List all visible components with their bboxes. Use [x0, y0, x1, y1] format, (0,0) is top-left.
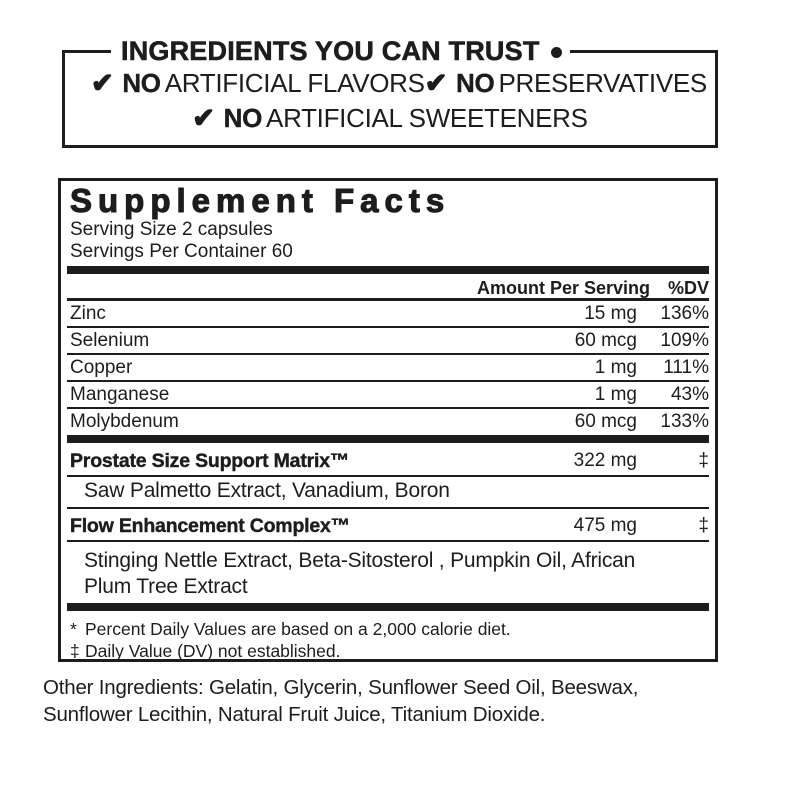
nutrient-name: Manganese	[70, 384, 170, 405]
dv-header: %DV	[667, 278, 709, 298]
blend-row	[67, 509, 709, 542]
claim-no-word: NO	[223, 103, 263, 133]
divider-thick-bar	[67, 435, 709, 443]
table-row	[67, 301, 709, 328]
claim-no-artificial-sweeteners	[192, 104, 587, 132]
amount-per-serving-header: Amount Per Serving	[477, 278, 651, 298]
table-row	[67, 382, 709, 409]
claim-label: ARTIFICIAL FLAVORS	[164, 68, 425, 98]
footnote-dv-not-established	[70, 640, 709, 662]
nutrient-dv: 136%	[660, 303, 709, 324]
nutrient-amount: 60 mcg	[574, 330, 637, 351]
blend-dv-dagger: ‡	[698, 450, 709, 471]
footnote-daily-values	[70, 618, 709, 640]
table-row	[67, 409, 709, 435]
trust-box-legend	[111, 35, 570, 67]
claim-no-word: NO	[122, 68, 161, 98]
check-icon: ✔	[424, 68, 448, 98]
blend-name: Prostate Size Support Matrix™	[70, 450, 350, 472]
divider-thick-bar	[67, 266, 709, 274]
blend-row	[67, 443, 709, 477]
claim-label: ARTIFICIAL SWEETENERS	[266, 103, 588, 133]
nutrient-name: Selenium	[70, 330, 150, 351]
nutrient-amount: 15 mg	[584, 303, 637, 324]
blend-ingredients	[67, 477, 709, 509]
claim-no-word: NO	[456, 68, 495, 98]
divider-thick-bar	[67, 603, 709, 611]
serving-size: Serving Size 2 capsules	[70, 219, 273, 240]
nutrient-dv: 111%	[663, 357, 709, 378]
claim-no-preservatives	[425, 69, 707, 97]
claim-no-artificial-flavors	[91, 69, 425, 97]
table-row	[67, 355, 709, 382]
nutrient-dv: 43%	[670, 384, 709, 405]
supplement-facts-inner	[67, 184, 709, 662]
trust-box	[62, 36, 718, 148]
nutrient-dv: 109%	[660, 330, 709, 351]
blend-ingredients	[67, 542, 709, 603]
blend-ingredients-line: Stinging Nettle Extract, Beta-Sitosterol , Pumpkin Oil, African	[84, 549, 636, 572]
nutrient-amount: 1 mg	[594, 384, 637, 405]
other-ingredients-line: Sunflower Lecithin, Natural Fruit Juice, Titanium Dioxide.	[43, 703, 546, 726]
trust-box-title: INGREDIENTS YOU CAN TRUST	[121, 36, 540, 66]
nutrient-dv: 133%	[660, 411, 709, 432]
trust-claims-row-2	[65, 104, 715, 132]
blend-ingredients-line: Saw Palmetto Extract, Vanadium, Boron	[84, 479, 450, 502]
nutrient-amount: 60 mcg	[574, 411, 637, 432]
claim-label: PRESERVATIVES	[498, 68, 707, 98]
bullet-dot-icon	[551, 47, 562, 58]
blend-dv-dagger: ‡	[698, 515, 709, 536]
footnotes	[67, 611, 709, 662]
blend-amount: 322 mg	[573, 450, 637, 471]
nutrient-name: Molybdenum	[70, 411, 179, 432]
check-icon: ✔	[192, 103, 215, 133]
servings-per-container: Servings Per Container 60	[70, 241, 293, 262]
footnote-text: Percent Daily Values are based on a 2,000 calorie diet.	[85, 619, 511, 639]
supplement-facts-panel	[58, 178, 718, 662]
asterisk-symbol: *	[70, 619, 77, 639]
other-ingredients-line: Other Ingredients: Gelatin, Glycerin, Sunflower Seed Oil, Beeswax,	[43, 676, 639, 699]
facts-header-row	[67, 274, 709, 301]
table-row	[67, 328, 709, 355]
other-ingredients	[43, 674, 763, 728]
supplement-facts-title: Supplement Facts	[70, 182, 451, 219]
nutrient-name: Copper	[70, 357, 133, 378]
blend-amount: 475 mg	[573, 515, 637, 536]
trust-claims-row-1	[65, 69, 715, 97]
nutrient-name: Zinc	[70, 303, 106, 324]
blend-name: Flow Enhancement Complex™	[70, 515, 350, 537]
nutrient-amount: 1 mg	[594, 357, 637, 378]
check-icon: ✔	[91, 68, 114, 98]
double-dagger-symbol: ‡	[70, 641, 80, 661]
blend-ingredients-line: Plum Tree Extract	[84, 575, 248, 598]
footnote-text: Daily Value (DV) not established.	[85, 641, 341, 661]
